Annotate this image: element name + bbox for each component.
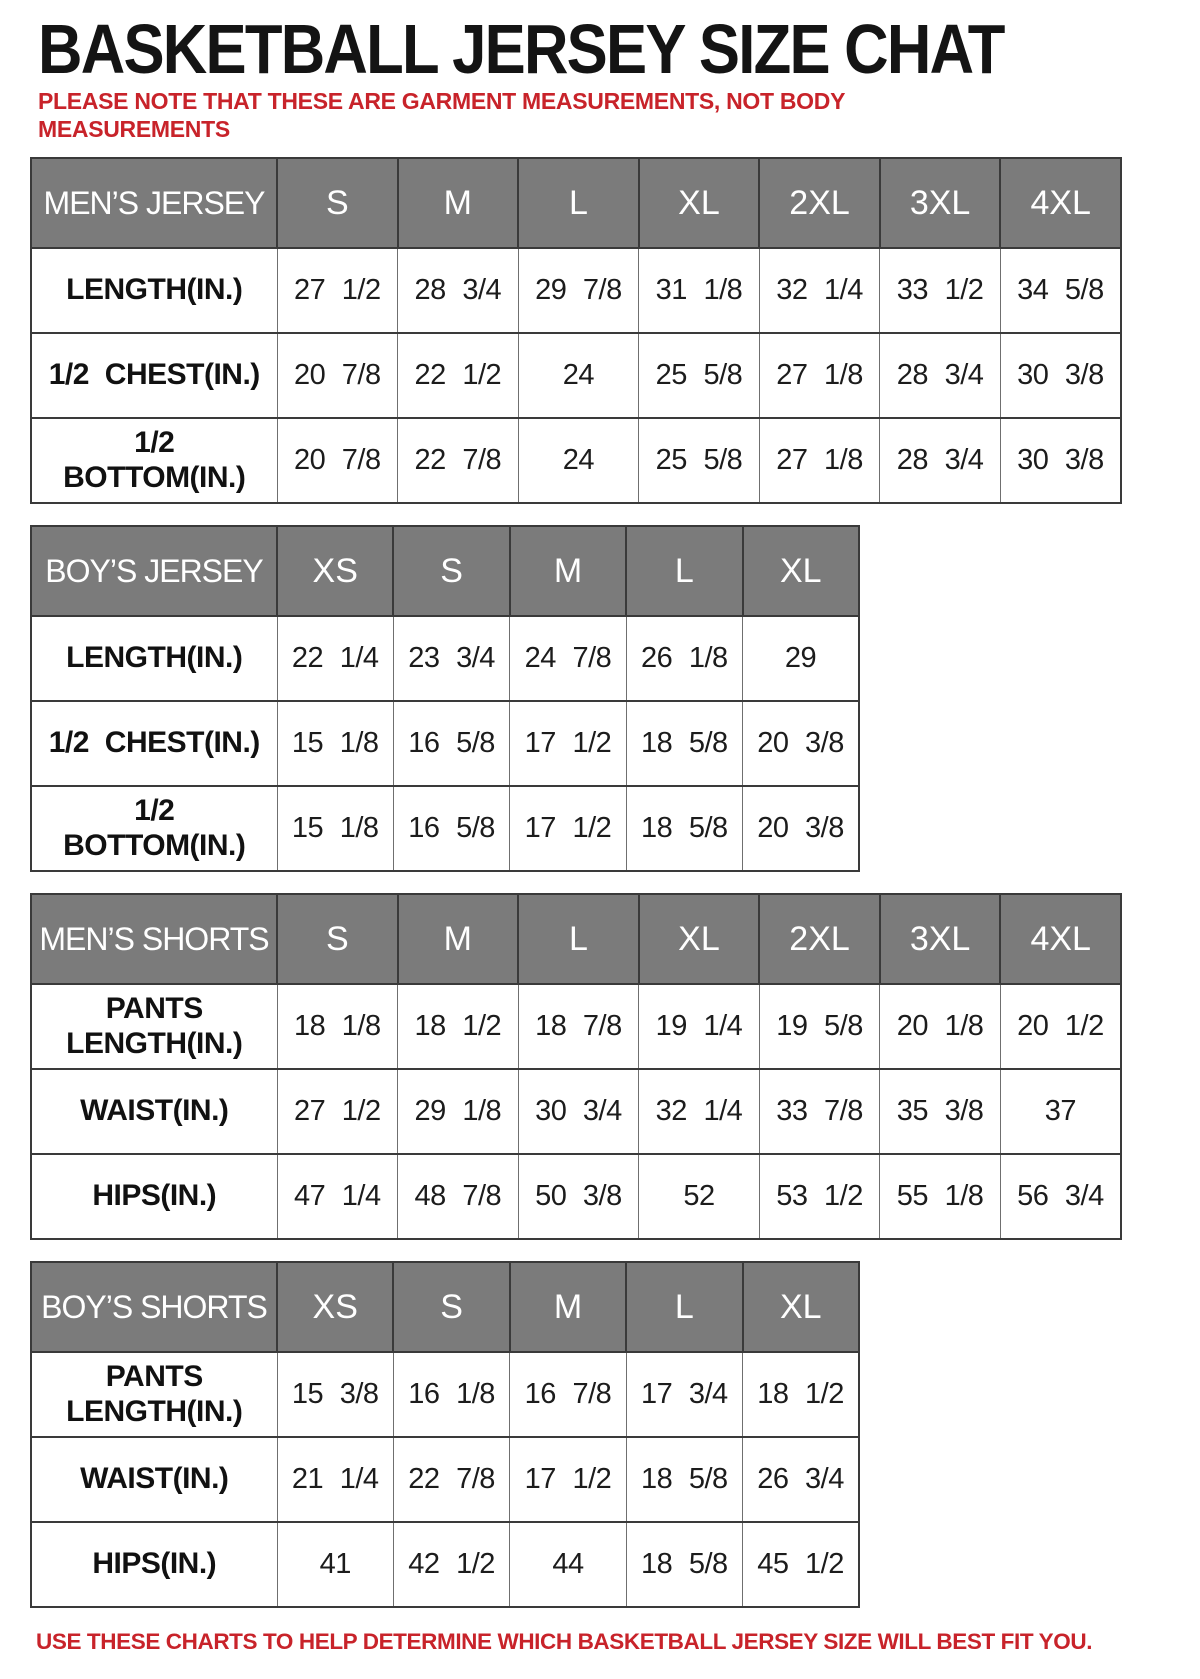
- table-row: [31, 1069, 1121, 1154]
- size-header-cell: 4XL: [1000, 158, 1121, 248]
- row-label-cell: 1/2 CHEST(IN.): [31, 701, 277, 786]
- header-row: [31, 1262, 859, 1352]
- value-cell: 25 5/8: [639, 418, 760, 503]
- table-title-cell: MEN’S JERSEY: [31, 158, 277, 248]
- value-cell: 53 1/2: [759, 1154, 880, 1239]
- table-row: [31, 333, 1121, 418]
- size-header-cell: XL: [639, 894, 760, 984]
- value-cell: 48 7/8: [398, 1154, 519, 1239]
- header-row: [31, 158, 1121, 248]
- value-cell: 50 3/8: [518, 1154, 639, 1239]
- row-label-cell: 1/2 BOTTOM(IN.): [31, 418, 277, 503]
- table-row: [31, 1154, 1121, 1239]
- row-label-cell: PANTS LENGTH(IN.): [31, 984, 277, 1069]
- value-cell: 20 3/8: [743, 701, 859, 786]
- size-header-cell: M: [398, 894, 519, 984]
- value-cell: 37: [1000, 1069, 1121, 1154]
- value-cell: 42 1/2: [393, 1522, 509, 1607]
- table-row: [31, 984, 1121, 1069]
- value-cell: 27 1/8: [759, 333, 880, 418]
- value-cell: 20 3/8: [743, 786, 859, 871]
- value-cell: 23 3/4: [393, 616, 509, 701]
- row-label-cell: 1/2 BOTTOM(IN.): [31, 786, 277, 871]
- size-header-cell: 4XL: [1000, 894, 1121, 984]
- row-label-cell: LENGTH(IN.): [31, 616, 277, 701]
- table-title-cell: MEN’S SHORTS: [31, 894, 277, 984]
- value-cell: 30 3/4: [518, 1069, 639, 1154]
- size-header-cell: 2XL: [759, 158, 880, 248]
- value-cell: 26 1/8: [626, 616, 742, 701]
- value-cell: 34 5/8: [1000, 248, 1121, 333]
- size-header-cell: M: [510, 1262, 626, 1352]
- value-cell: 19 1/4: [639, 984, 760, 1069]
- row-label-cell: HIPS(IN.): [31, 1154, 277, 1239]
- value-cell: 24 7/8: [510, 616, 626, 701]
- size-header-cell: M: [510, 526, 626, 616]
- page-title: BASKETBALL JERSEY SIZE CHAT: [38, 10, 1004, 88]
- row-label-cell: PANTS LENGTH(IN.): [31, 1352, 277, 1437]
- size-header-cell: L: [518, 894, 639, 984]
- value-cell: 18 5/8: [626, 1437, 742, 1522]
- value-cell: 20 1/8: [880, 984, 1001, 1069]
- size-header-cell: M: [398, 158, 519, 248]
- size-header-cell: L: [626, 526, 742, 616]
- value-cell: 32 1/4: [759, 248, 880, 333]
- size-table-boys-jersey: [30, 525, 860, 872]
- table-row: [31, 786, 859, 871]
- value-cell: 17 1/2: [510, 786, 626, 871]
- value-cell: 21 1/4: [277, 1437, 393, 1522]
- value-cell: 19 5/8: [759, 984, 880, 1069]
- size-header-cell: S: [393, 1262, 509, 1352]
- value-cell: 15 3/8: [277, 1352, 393, 1437]
- value-cell: 15 1/8: [277, 786, 393, 871]
- table-row: [31, 418, 1121, 503]
- value-cell: 27 1/2: [277, 1069, 398, 1154]
- value-cell: 18 5/8: [626, 786, 742, 871]
- value-cell: 44: [510, 1522, 626, 1607]
- value-cell: 22 1/2: [398, 333, 519, 418]
- value-cell: 15 1/8: [277, 701, 393, 786]
- value-cell: 18 1/8: [277, 984, 398, 1069]
- table-row: [31, 1522, 859, 1607]
- size-header-cell: 3XL: [880, 894, 1001, 984]
- value-cell: 18 1/2: [743, 1352, 859, 1437]
- size-table-mens-jersey: [30, 157, 1122, 504]
- value-cell: 32 1/4: [639, 1069, 760, 1154]
- value-cell: 28 3/4: [398, 248, 519, 333]
- size-tables-container: [30, 157, 1200, 1608]
- row-label-cell: LENGTH(IN.): [31, 248, 277, 333]
- header-row: [31, 894, 1121, 984]
- value-cell: 17 3/4: [626, 1352, 742, 1437]
- value-cell: 35 3/8: [880, 1069, 1001, 1154]
- value-cell: 55 1/8: [880, 1154, 1001, 1239]
- value-cell: 28 3/4: [880, 333, 1001, 418]
- value-cell: 56 3/4: [1000, 1154, 1121, 1239]
- size-header-cell: S: [277, 158, 398, 248]
- value-cell: 16 1/8: [393, 1352, 509, 1437]
- table-row: [31, 248, 1121, 333]
- value-cell: 22 7/8: [398, 418, 519, 503]
- size-header-cell: XS: [277, 1262, 393, 1352]
- value-cell: 18 1/2: [398, 984, 519, 1069]
- value-cell: 25 5/8: [639, 333, 760, 418]
- size-header-cell: S: [277, 894, 398, 984]
- size-header-cell: XL: [743, 526, 859, 616]
- value-cell: 30 3/8: [1000, 333, 1121, 418]
- table-row: [31, 616, 859, 701]
- size-header-cell: XS: [277, 526, 393, 616]
- value-cell: 22 7/8: [393, 1437, 509, 1522]
- value-cell: 17 1/2: [510, 1437, 626, 1522]
- value-cell: 31 1/8: [639, 248, 760, 333]
- size-header-cell: L: [626, 1262, 742, 1352]
- table-title-cell: BOY’S JERSEY: [31, 526, 277, 616]
- value-cell: 20 1/2: [1000, 984, 1121, 1069]
- value-cell: 33 1/2: [880, 248, 1001, 333]
- value-cell: 18 5/8: [626, 701, 742, 786]
- row-label-cell: WAIST(IN.): [31, 1069, 277, 1154]
- size-header-cell: XL: [639, 158, 760, 248]
- table-title-cell: BOY’S SHORTS: [31, 1262, 277, 1352]
- value-cell: 29: [743, 616, 859, 701]
- table-row: [31, 1352, 859, 1437]
- size-header-cell: S: [393, 526, 509, 616]
- row-label-cell: HIPS(IN.): [31, 1522, 277, 1607]
- size-table-boys-shorts: [30, 1261, 860, 1608]
- table-row: [31, 701, 859, 786]
- value-cell: 33 7/8: [759, 1069, 880, 1154]
- value-cell: 47 1/4: [277, 1154, 398, 1239]
- value-cell: 29 1/8: [398, 1069, 519, 1154]
- value-cell: 30 3/8: [1000, 418, 1121, 503]
- value-cell: 16 5/8: [393, 786, 509, 871]
- size-table-mens-shorts: [30, 893, 1122, 1240]
- value-cell: 27 1/8: [759, 418, 880, 503]
- value-cell: 22 1/4: [277, 616, 393, 701]
- size-header-cell: L: [518, 158, 639, 248]
- row-label-cell: 1/2 CHEST(IN.): [31, 333, 277, 418]
- value-cell: 18 5/8: [626, 1522, 742, 1607]
- value-cell: 26 3/4: [743, 1437, 859, 1522]
- value-cell: 29 7/8: [518, 248, 639, 333]
- value-cell: 20 7/8: [277, 418, 398, 503]
- value-cell: 45 1/2: [743, 1522, 859, 1607]
- value-cell: 28 3/4: [880, 418, 1001, 503]
- size-header-cell: 3XL: [880, 158, 1001, 248]
- footer-note: USE THESE CHARTS TO HELP DETERMINE WHICH BASKETBALL JERSEY SIZE WILL BEST FIT YOU.: [36, 1629, 1093, 1655]
- table-row: [31, 1437, 859, 1522]
- garment-measurements-note: PLEASE NOTE THAT THESE ARE GARMENT MEASUREMENTS, NOT BODY MEASUREMENTS: [38, 88, 845, 142]
- value-cell: 18 7/8: [518, 984, 639, 1069]
- value-cell: 41: [277, 1522, 393, 1607]
- value-cell: 17 1/2: [510, 701, 626, 786]
- value-cell: 16 5/8: [393, 701, 509, 786]
- value-cell: 24: [518, 418, 639, 503]
- row-label-cell: WAIST(IN.): [31, 1437, 277, 1522]
- header-row: [31, 526, 859, 616]
- value-cell: 20 7/8: [277, 333, 398, 418]
- value-cell: 52: [639, 1154, 760, 1239]
- value-cell: 16 7/8: [510, 1352, 626, 1437]
- size-header-cell: 2XL: [759, 894, 880, 984]
- size-header-cell: XL: [743, 1262, 859, 1352]
- value-cell: 24: [518, 333, 639, 418]
- value-cell: 27 1/2: [277, 248, 398, 333]
